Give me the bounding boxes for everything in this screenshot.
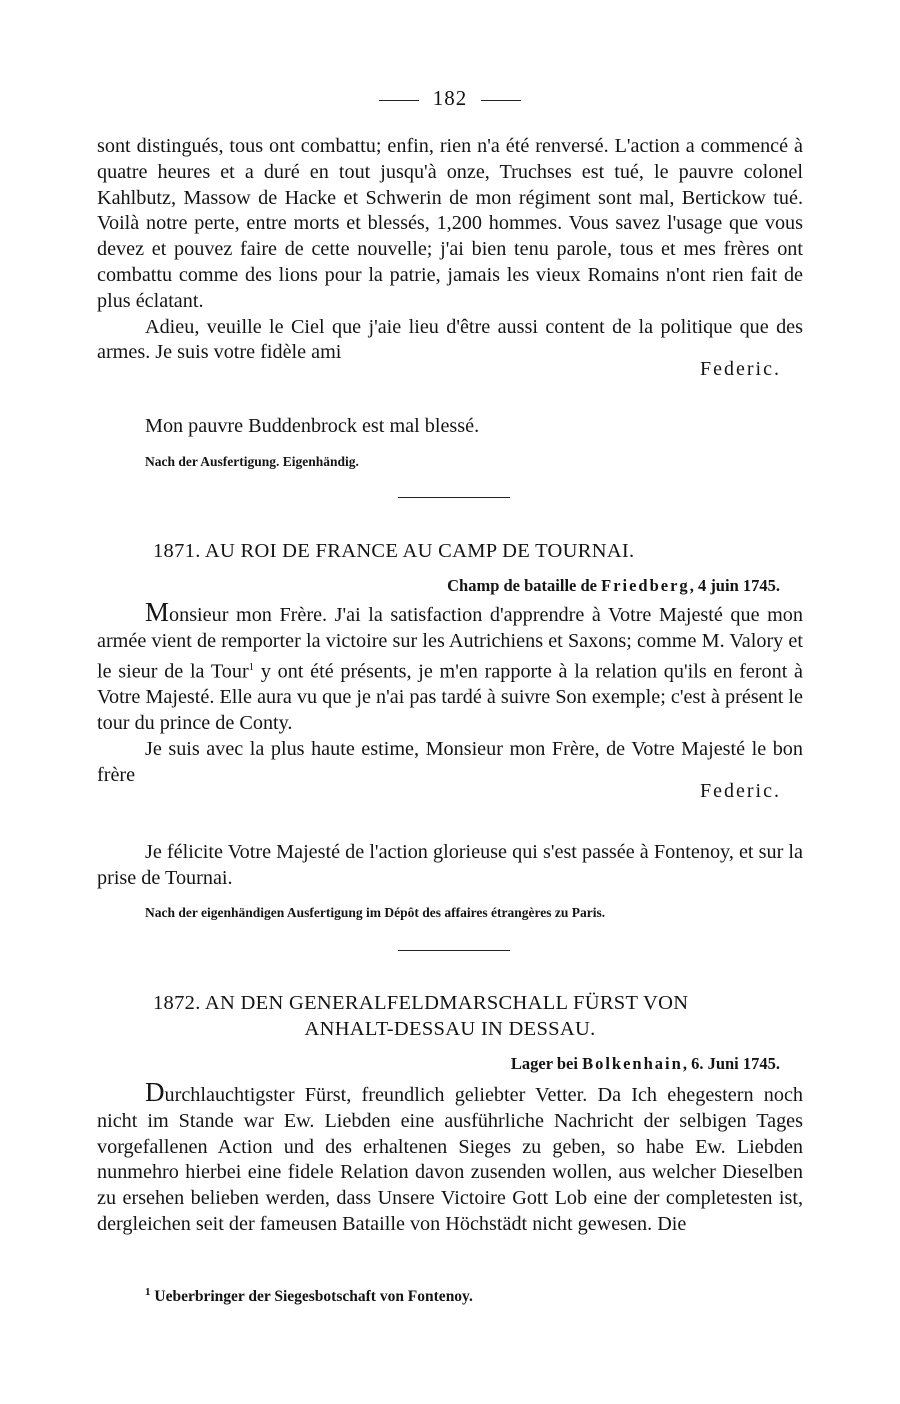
letter-1872-initial: D — [145, 1077, 165, 1107]
letter-1872-paragraph — [97, 1077, 803, 1238]
page-number — [0, 86, 900, 111]
letter-1871-postscript: Je félicite Votre Majesté de l'action glorieuse qui s'est passée à Fontenoy, et sur la prise de Tournai. — [97, 841, 803, 889]
previous-letter-continuation — [97, 134, 803, 381]
letter-1871-signature: Federic. — [700, 780, 781, 803]
section-divider-2 — [398, 950, 510, 951]
continuation-postscript: Mon pauvre Buddenbrock est mal blessé. — [145, 415, 480, 437]
footnote — [145, 1286, 473, 1306]
page-number-text: 182 — [432, 86, 468, 110]
letter-1871-closing: Je suis avec la plus haute estime, Monsieur mon Frère, de Votre Majesté le bon frère — [97, 737, 803, 786]
letter-1871-paragraph-1-end: y ont été présents, je m'en rapporte à la relation qu'ils en feront à Votre Majesté. Elle aura vu que je n'ai pas tardé à suivre Son exemple; c'est à présent le tour du prince de Conty. — [97, 660, 803, 734]
letter-1872-dateline — [511, 1054, 780, 1074]
letter-1871-heading: 1871. AU ROI DE FRANCE AU CAMP DE TOURNAI. — [153, 540, 635, 562]
letter-1872-heading-line-1: 1872. AN DEN GENERALFELDMARSCHALL FÜRST VON — [153, 992, 689, 1014]
letter-1871-dateline-date: , 4 juin 1745. — [689, 576, 780, 595]
letter-1871-paragraph-1 — [97, 597, 803, 737]
footnote-text: Ueberbringer der Siegesbotschaft von Fontenoy. — [150, 1288, 473, 1306]
continuation-signature: Federic. — [700, 358, 781, 381]
letter-1871-source-note: Nach der eigenhändigen Ausfertigung im Dépôt des affaires étrangères zu Paris. — [145, 905, 606, 920]
letter-1872-dateline-prefix: Lager bei — [510, 1054, 578, 1073]
page-number-dash-right — [481, 100, 521, 101]
letter-1871-dateline-place: Friedberg — [601, 576, 690, 595]
letter-1872-dateline-date: , 6. Juni 1745. — [682, 1054, 780, 1073]
letter-1872-heading-line-2: ANHALT-DESSAU IN DESSAU. — [304, 1018, 596, 1040]
footnote-mark: 1 — [145, 1286, 151, 1298]
continuation-source-block — [97, 454, 803, 470]
footnote-reference: 1 — [248, 660, 255, 673]
continuation-paragraph: sont distingués, tous ont combattu; enfin, rien n'a été renversé. L'action a commencé à quatre heures et a duré en tout jusqu'à onze, Truchses est tué, le pauvre colonel Kahlbutz, Massow de Hacke et Schwerin de mon régiment sont mal, Bertickow tué. Voilà notre perte, entre morts et blessés, 1,200 hommes. Vous savez l'usage que vous devez et pouvez faire de cette nouvelle; j'ai bien tenu parole, tous et mes frères ont combattu comme des lions pour la patrie, jamais les vieux Romains n'ont rien fait de plus éclatant. — [97, 135, 803, 312]
page-number-dash-left — [379, 100, 419, 101]
letter-1871-body — [97, 597, 803, 803]
continuation-postscript-block — [97, 414, 803, 440]
letter-1871-dateline — [447, 576, 780, 596]
letter-1871-postscript-block — [97, 840, 803, 892]
letter-1871-initial: M — [145, 597, 170, 627]
letter-1871-dateline-prefix: Champ de bataille de — [447, 576, 597, 595]
continuation-source-note: Nach der Ausfertigung. Eigenhändig. — [145, 454, 359, 469]
letter-1872-paragraph-text: urchlauchtigster Fürst, freundlich geliebter Vetter. Da Ich ehegestern noch nicht im Stande war Ew. Liebden eine ausführliche Nachricht der selbigen Tages vorgefallenen Action und des erhaltenen Sieges zu geben, so habe Ew. Liebden nunmehro hierbei eine fidele Relation davon zusenden wollen, aus welcher Dieselben zu ersehen belieben werden, dass Unsere Victoire Gott Lob eine der completesten ist, dergleichen seit der fameusen Bataille von Höchstädt nicht gewesen. Die — [97, 1084, 803, 1235]
letter-1872-dateline-place: Bolkenhain — [582, 1054, 683, 1073]
continuation-closing: Adieu, veuille le Ciel que j'aie lieu d'être aussi content de la politique que des armes. Je suis votre fidèle ami — [97, 315, 803, 364]
letter-1871-source-block — [97, 905, 803, 921]
section-divider — [398, 497, 510, 498]
letter-1871-paragraph-1-text: onsieur mon Frère. J'ai la satisfaction d'apprendre à Votre Majesté que mon armée vient de remporter la victoire sur les Autrichiens et Saxons; comme M. Valory et le sieur de la Tour — [97, 604, 803, 683]
letter-1872-body — [97, 1077, 803, 1238]
